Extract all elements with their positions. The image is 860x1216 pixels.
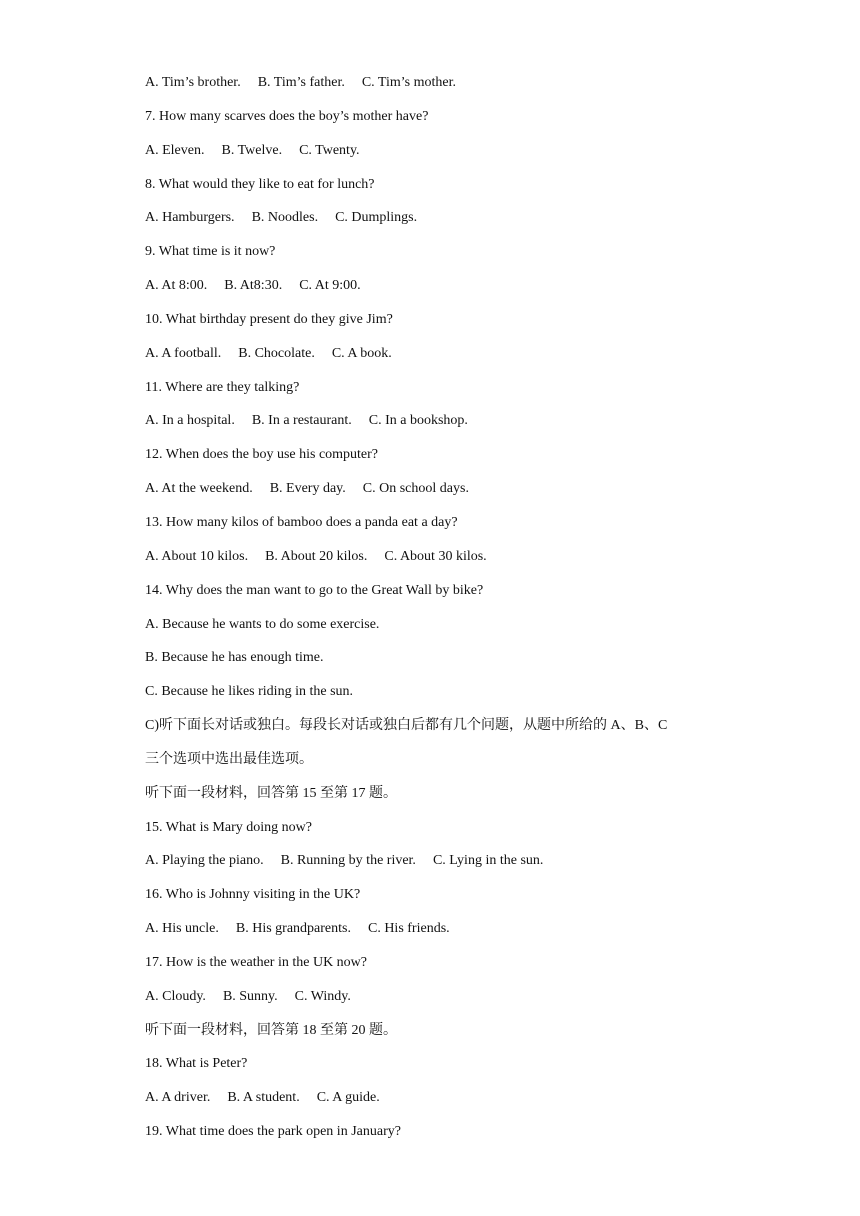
answer-option: B. Twelve. [221, 142, 283, 158]
answer-option: C. At 9:00. [299, 278, 361, 294]
answer-option: A. Playing the piano. [145, 853, 264, 869]
answer-option: B. Tim’s father. [257, 75, 345, 90]
instruction-text: B. Because he has enough time. [145, 650, 324, 666]
answer-options [145, 1087, 745, 1121]
answer-option: A. At the weekend. [145, 481, 253, 497]
answer-options [145, 207, 745, 241]
answer-option: C. About 30 kilos. [384, 548, 487, 564]
answer-option: A. About 10 kilos. [145, 548, 249, 564]
answer-option: C. On school days. [362, 481, 469, 497]
question-text: 19. What time does the park open in January? [145, 1124, 401, 1140]
answer-option: C. Lying in the sun. [432, 853, 544, 869]
answer-option: A. Eleven. [145, 142, 205, 158]
question-text: 12. When does the boy use his computer? [145, 447, 379, 463]
answer-option: B. Chocolate. [238, 345, 315, 361]
question-text: 17. How is the weather in the UK now? [145, 954, 368, 970]
answer-option: B. Running by the river. [280, 853, 416, 869]
answer-option: C. In a bookshop. [368, 413, 468, 429]
answer-option: C. His friends. [367, 921, 450, 937]
answer-option: C. Twenty. [299, 142, 360, 158]
answer-option: B. Every day. [269, 481, 346, 497]
answer-options [145, 918, 745, 952]
answer-option: A. Tim’s brother. [145, 75, 241, 90]
answer-options [145, 410, 745, 444]
instruction-text: 听下面一段材料，回答第 18 至第 20 题。 [145, 1022, 397, 1038]
question-text: 18. What is Peter? [145, 1056, 248, 1072]
instruction-text: A. Because he wants to do some exercise. [145, 616, 380, 632]
instruction-text: 听下面一段材料，回答第 15 至第 17 题。 [145, 785, 397, 801]
answer-option: C. Dumplings. [335, 210, 418, 226]
question-text: 16. Who is Johnny visiting in the UK? [145, 887, 361, 903]
answer-options [145, 275, 745, 309]
answer-option: C. A guide. [316, 1090, 380, 1106]
answer-options [145, 986, 745, 1020]
answer-options [145, 140, 745, 174]
answer-option: A. In a hospital. [145, 413, 235, 429]
question-text: 8. What would they like to eat for lunch? [145, 176, 375, 192]
answer-option: B. In a restaurant. [251, 413, 352, 429]
answer-option: A. Hamburgers. [145, 210, 235, 226]
question-text: 7. How many scarves does the boy’s mother have? [145, 108, 429, 124]
instruction-text: C)听下面长对话或独白。每段长对话或独白后都有几个问题，从题中所给的 A、B、C [145, 718, 668, 734]
answer-options [145, 72, 745, 106]
answer-options [145, 478, 745, 512]
answer-option: A. A driver. [145, 1090, 211, 1106]
answer-option: A. At 8:00. [145, 278, 208, 294]
answer-options [145, 850, 745, 884]
answer-option: B. A student. [227, 1090, 300, 1106]
instruction-text: C. Because he likes riding in the sun. [145, 684, 354, 700]
answer-option: A. Cloudy. [145, 988, 206, 1004]
answer-option: B. About 20 kilos. [265, 548, 368, 564]
answer-option: B. At8:30. [224, 278, 283, 294]
question-text: 11. Where are they talking? [145, 379, 300, 395]
answer-option: B. His grandparents. [235, 921, 351, 937]
answer-option: C. Windy. [294, 988, 351, 1004]
question-text: 10. What birthday present do they give Jim? [145, 311, 393, 327]
question-text: 9. What time is it now? [145, 244, 276, 260]
answer-option: C. A book. [331, 345, 392, 361]
answer-options [145, 546, 745, 580]
question-text: 14. Why does the man want to go to the Great Wall by bike? [145, 582, 484, 598]
answer-option: C. Tim’s mother. [361, 75, 456, 90]
answer-option: A. His uncle. [145, 921, 219, 937]
instruction-text: 三个选项中选出最佳选项。 [145, 751, 313, 767]
answer-option: B. Sunny. [222, 988, 278, 1004]
answer-option: B. Noodles. [251, 210, 319, 226]
question-text: 15. What is Mary doing now? [145, 819, 312, 835]
question-text: 13. How many kilos of bamboo does a panda eat a day? [145, 514, 458, 530]
answer-option: A. A football. [145, 345, 222, 361]
exam-page [145, 72, 745, 1155]
answer-options [145, 343, 745, 377]
